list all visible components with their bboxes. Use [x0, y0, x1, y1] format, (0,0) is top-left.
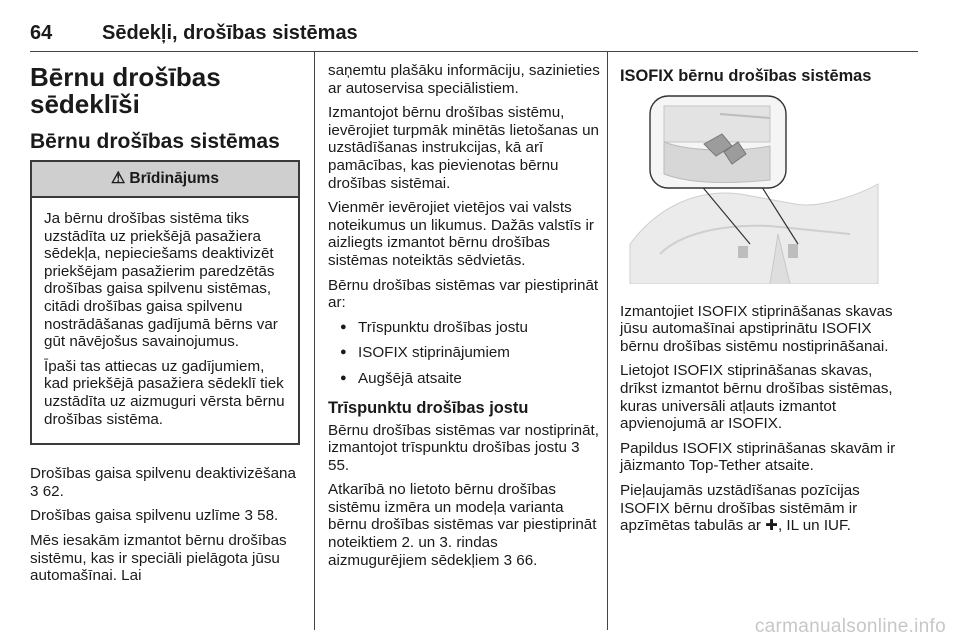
- column-2: [328, 62, 600, 576]
- paragraph-positions: Pieļaujamās uzstādīšanas pozīcijas ISOFIX bērnu drošības sistēmām ir apzīmētas tabulās ar ✚, IL un IUF.: [620, 481, 860, 535]
- reference-airbag-label: Drošības gaisa spilvenu uzlīme 3 58.: [30, 507, 279, 525]
- page-header: [30, 22, 358, 45]
- paragraph-rear-seats: Atkarībā no lietoto bērnu drošības sistēmu izmēra un modeļa varianta bērnu drošības sistēmas var piestiprināt noteiktiem 2. un 3. rindas aizmugurējiem sēdekļiem 3 66.: [328, 481, 597, 569]
- page-reference-icon: 3: [503, 551, 513, 569]
- reference-airbag-deactivation: Drošības gaisa spilvenu deaktivizēšana 3 62.: [30, 465, 296, 500]
- list-item: ● Trīspunktu drošības jostu: [328, 319, 600, 337]
- page-link-55[interactable]: 55.: [328, 456, 350, 474]
- page-number: 64: [30, 22, 53, 44]
- paragraph-attachment: Bērnu drošības sistēmas var piestiprināt ar:: [328, 276, 599, 312]
- column-divider-1: [314, 52, 315, 630]
- column-3: [620, 66, 910, 542]
- chapter-title: Sēdekļi, drošības sistēmas: [102, 22, 358, 44]
- warning-body: [32, 198, 298, 443]
- list-item: ● Augšējā atsaite: [328, 370, 600, 388]
- plus-icon: ✚: [765, 517, 778, 535]
- page-link-66[interactable]: 66.: [516, 551, 538, 569]
- isofix-heading: ISOFIX bērnu drošības sistēmas: [620, 67, 872, 85]
- paragraph-three-point-belt: Bērnu drošības sistēmas var nostiprināt, izmantojot trīspunktu drošības jostu 3 55.: [328, 421, 599, 474]
- column-1: [30, 56, 300, 592]
- paragraph-regulations: Vienmēr ievērojiet vietējos vai valsts noteikumus un likumus. Dažās valstīs ir aizliegts izmantot bērnu drošības sistēmas noteiktās sēdvietās.: [328, 199, 594, 269]
- list-item: ● ISOFIX stiprinājumiem: [328, 344, 600, 362]
- paragraph-isofix-universal: Lietojot ISOFIX stiprināšanas skavas, drīkst izmantot bērnu drošības sistēmas, kuras universāli atļauts izmantot apvienojumā ar ISOFIX.: [620, 362, 893, 433]
- warning-box: [30, 160, 300, 445]
- paragraph-contact: saņemtu plašāku informāciju, sazinieties ar autoservisa speciālistiem.: [328, 62, 600, 97]
- watermark: carmanualsonline.info: [754, 616, 946, 637]
- column-divider-2: [607, 52, 608, 630]
- warning-title: Brīdinājums: [129, 170, 219, 188]
- paragraph-instructions: Izmantojot bērnu drošības sistēmu, ievērojiet turpmāk minētās lietošanas un uzstādīšanas instrukcijas, kā arī pamācības, kas pievienotas bērnu drošības sistēmai.: [328, 104, 599, 192]
- page-reference-icon: 3: [244, 507, 253, 525]
- page-reference-icon: 3: [571, 439, 580, 457]
- page-link-62[interactable]: 62.: [42, 482, 64, 500]
- warning-paragraph-2: Īpaši tas attiecas uz gadījumiem, kad priekšējā pasažiera sēdeklī tiek uzstādīta uz aizmuguri vērsta bērnu drošības sistēma.: [44, 357, 285, 428]
- isofix-illustration: [620, 94, 880, 284]
- paragraph-isofix-mounts: Izmantojiet ISOFIX stiprināšanas skavas jūsu automašīnai apstiprinātu ISOFIX bērnu drošības sistēmu nostiprināšanai.: [620, 302, 893, 355]
- subsection-heading: Trīspunktu drošības jostu: [328, 398, 529, 417]
- header-rule: [30, 51, 918, 52]
- section-heading: Bērnu drošības sēdeklīši: [30, 62, 221, 119]
- section-subheading: Bērnu drošības sistēmas: [30, 130, 280, 153]
- warning-header: [32, 162, 298, 198]
- page-reference-icon: 3: [30, 482, 39, 500]
- warning-paragraph-1: Ja bērnu drošības sistēma tiks uzstādīta uz priekšējā pasažiera sēdekļa, nepieciešams deaktivizēt priekšējam pasažierim paredzētās drošības gaisa spilvenu sistēmas, citādi drošības gaisa spilvenu nostrādāšanas gadījumā bērns var gūt nāvējošus savainojumus.: [44, 210, 278, 351]
- attachment-list: [328, 319, 600, 388]
- page-link-58[interactable]: 58.: [257, 507, 279, 525]
- warning-icon: ⚠: [111, 170, 126, 188]
- paragraph-recommendation: Mēs iesakām izmantot bērnu drošības sistēmu, kas ir speciāli pielāgota jūsu automašīnai. Lai: [30, 531, 287, 585]
- paragraph-top-tether: Papildus ISOFIX stiprināšanas skavām ir jāizmanto Top-Tether atsaite.: [620, 439, 896, 475]
